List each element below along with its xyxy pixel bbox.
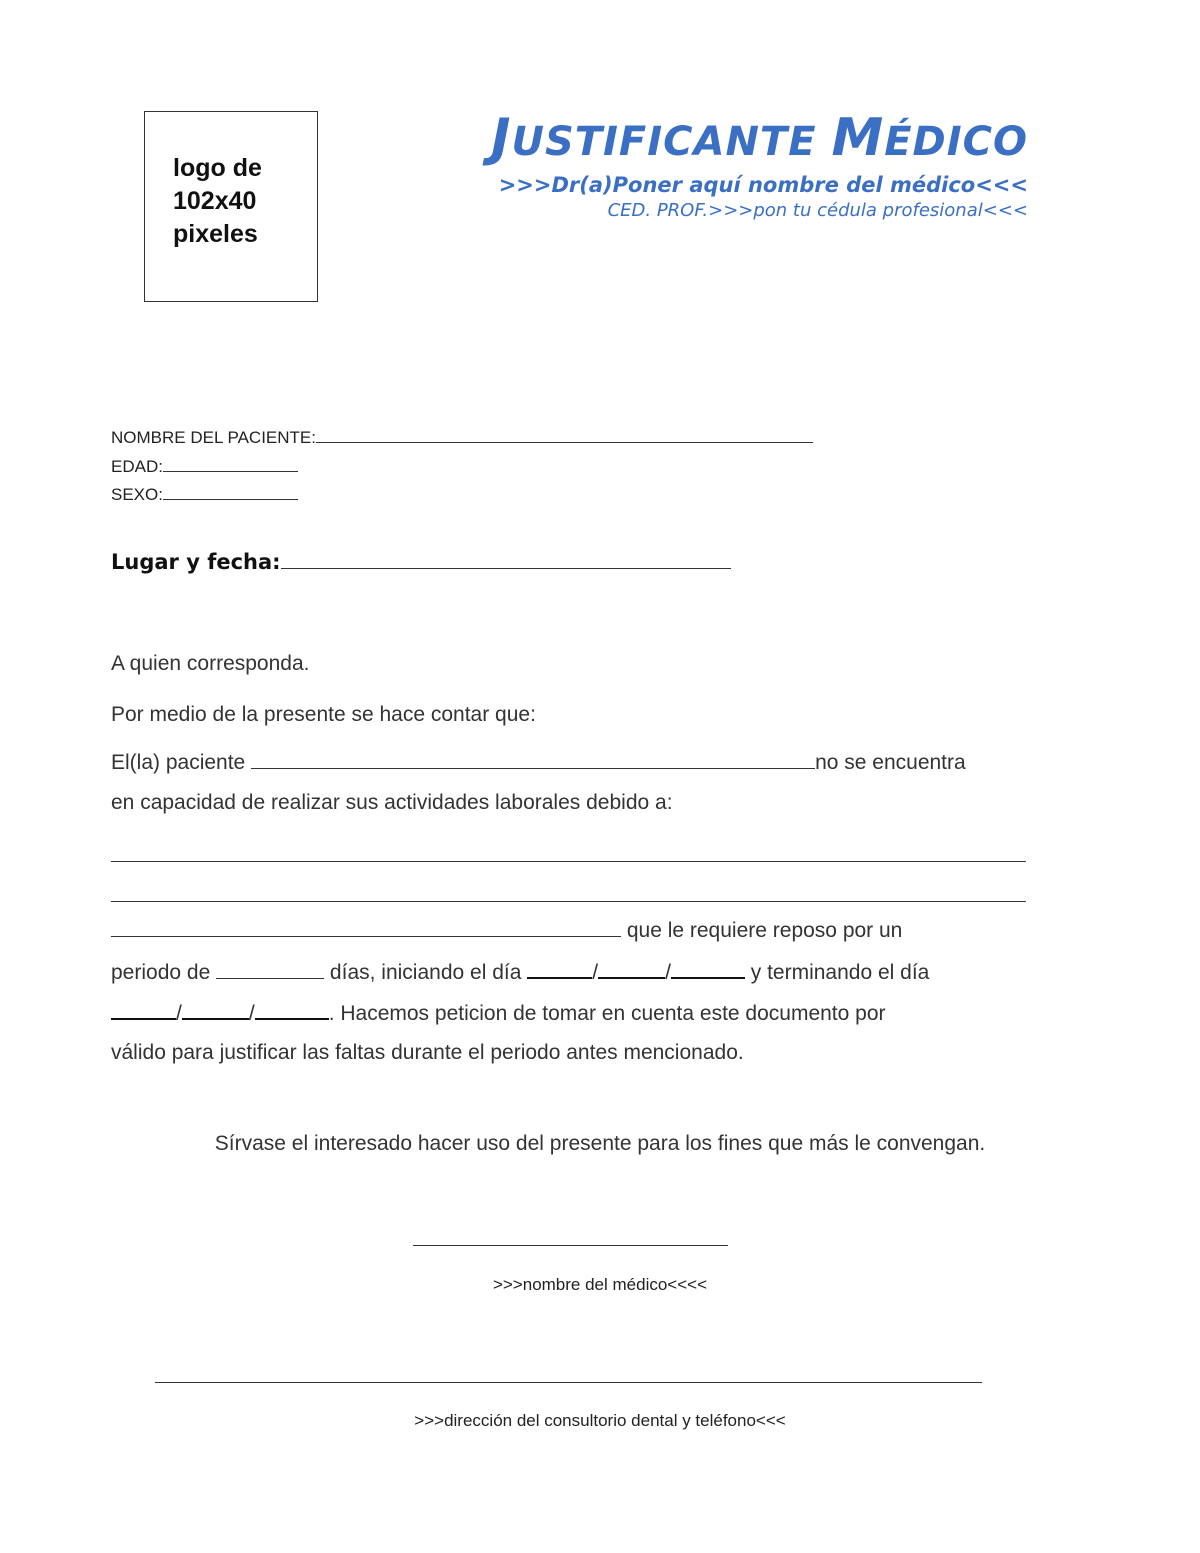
letter-line-6: periodo de días, iniciando el día / / y terminando el día bbox=[111, 961, 930, 984]
greeting: A quien corresponda. bbox=[111, 652, 310, 675]
reason-blank-3[interactable] bbox=[111, 918, 621, 937]
end-year-blank[interactable] bbox=[255, 1000, 329, 1020]
document-title: JUSTIFICANTE MÉDICO bbox=[491, 108, 1028, 168]
start-year-blank[interactable] bbox=[671, 959, 745, 979]
patient-name-blank[interactable] bbox=[316, 424, 813, 443]
letter-line-8: válido para justificar las faltas durante el periodo antes mencionado. bbox=[111, 1041, 744, 1064]
signature-line[interactable] bbox=[413, 1245, 728, 1246]
footer-address: >>>dirección del consultorio dental y teléfono<<< bbox=[414, 1411, 786, 1430]
reason-blank-1[interactable] bbox=[111, 861, 1026, 862]
patient-name-field bbox=[111, 424, 813, 448]
patient-name-blank-2[interactable] bbox=[251, 750, 815, 769]
letter-line-5: que le requiere reposo por un bbox=[111, 918, 902, 943]
cedula-placeholder: CED. PROF.>>>pon tu cédula profesional<<< bbox=[607, 200, 1028, 221]
patient-sex-blank[interactable] bbox=[163, 481, 298, 500]
place-date-blank[interactable] bbox=[281, 548, 731, 569]
days-blank[interactable] bbox=[216, 960, 324, 979]
letter-line-2: en capacidad de realizar sus actividades laborales debido a: bbox=[111, 791, 673, 814]
logo-placeholder bbox=[144, 111, 318, 302]
patient-sex-field bbox=[111, 481, 298, 505]
place-date-label: Lugar y fecha: bbox=[111, 550, 281, 574]
signature-name: >>>nombre del médico<<<< bbox=[492, 1275, 708, 1294]
patient-age-field bbox=[111, 453, 298, 477]
start-day-blank[interactable] bbox=[527, 959, 592, 979]
start-month-blank[interactable] bbox=[598, 959, 665, 979]
logo-placeholder-text: logo de 102x40 pixeles bbox=[173, 154, 262, 248]
closing-line: Sírvase el interesado hacer uso del presente para los fines que más le convengan. bbox=[214, 1132, 986, 1155]
patient-age-label: EDAD: bbox=[111, 457, 163, 476]
footer-line bbox=[155, 1382, 982, 1383]
letter-line-7: / / . Hacemos peticion de tomar en cuenta este documento por bbox=[111, 1000, 886, 1026]
letter-line-1: El(la) paciente no se encuentra bbox=[111, 751, 966, 774]
end-month-blank[interactable] bbox=[182, 1000, 249, 1020]
end-day-blank[interactable] bbox=[111, 1000, 176, 1020]
place-date-field bbox=[111, 548, 731, 574]
patient-sex-label: SEXO: bbox=[111, 485, 163, 504]
intro-line: Por medio de la presente se hace contar que: bbox=[111, 703, 536, 726]
patient-name-label: NOMBRE DEL PACIENTE: bbox=[111, 428, 316, 447]
patient-age-blank[interactable] bbox=[163, 453, 298, 472]
reason-blank-2[interactable] bbox=[111, 901, 1026, 902]
doctor-name-placeholder: >>>Dr(a)Poner aquí nombre del médico<<< bbox=[498, 173, 1028, 197]
